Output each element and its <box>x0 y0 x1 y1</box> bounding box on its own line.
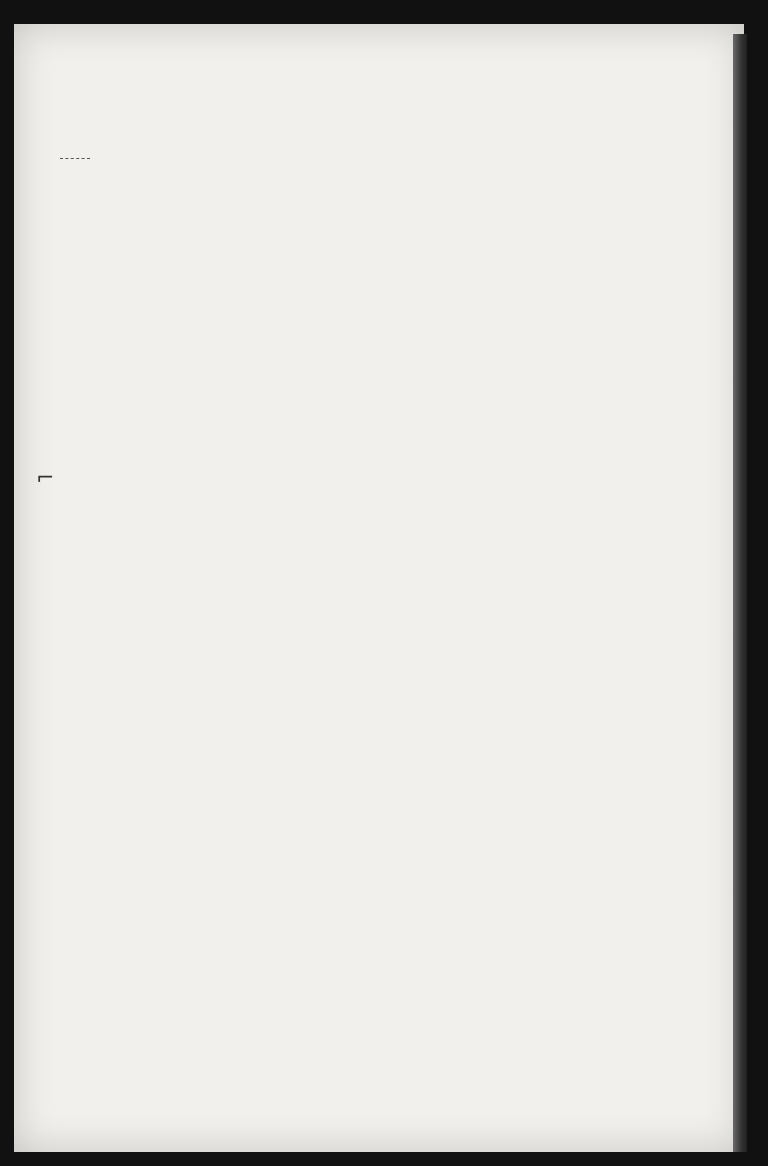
document-page <box>14 24 744 1152</box>
margin-dash <box>60 158 90 159</box>
margin-mark: ⌐ <box>36 466 55 491</box>
book-spine <box>733 34 747 1152</box>
